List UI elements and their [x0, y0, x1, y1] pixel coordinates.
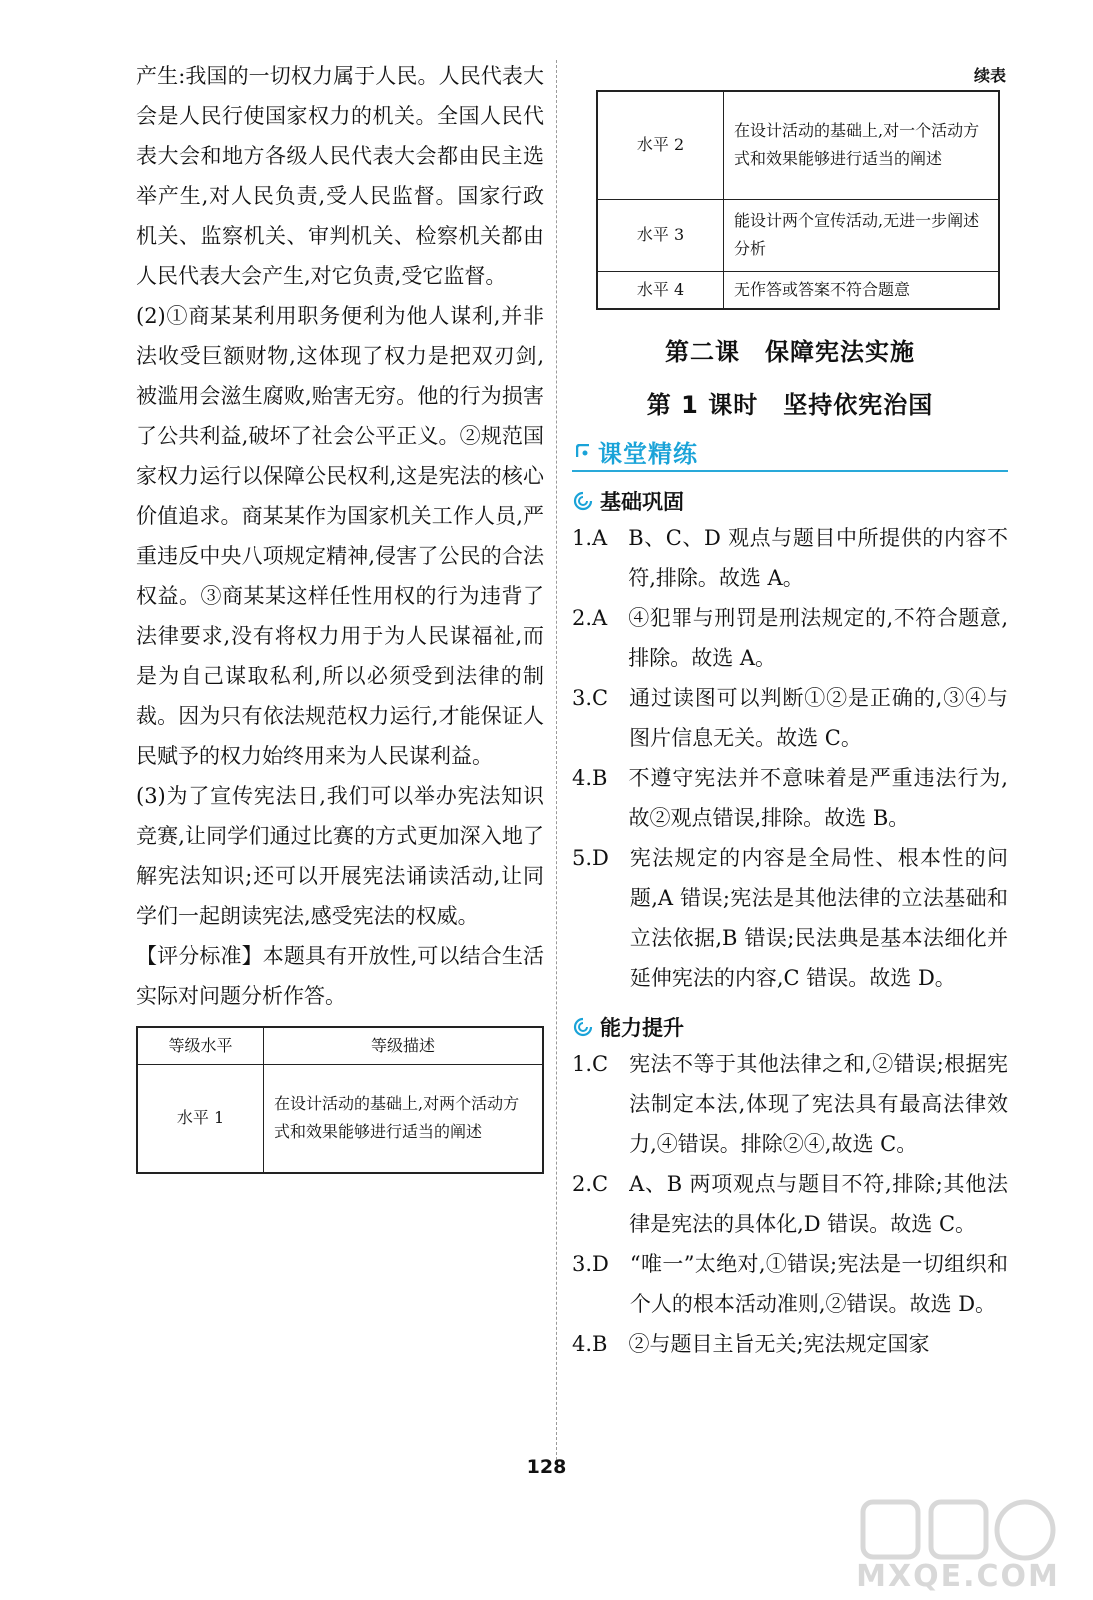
table-cell-level: 水平 2	[597, 91, 724, 199]
answer-number: 5.D	[572, 845, 630, 870]
answer-text: B、C、D 观点与题目中所提供的内容不符,排除。故选 A。	[628, 525, 1008, 590]
answer-list-advanced	[572, 1044, 1008, 1364]
answer-text: A、B 两项观点与题目不符,排除;其他法律是宪法的具体化,D 错误。故选 C。	[629, 1171, 1008, 1236]
answer-list-basic	[572, 518, 1008, 998]
list-item	[572, 838, 1008, 998]
list-item	[572, 758, 1008, 838]
list-item	[572, 1164, 1008, 1244]
banner-title: 课堂精练	[598, 439, 698, 468]
answer-paragraph-1: 产生:我国的一切权力属于人民。人民代表大会是人民行使国家权力的机关。全国人民代表大会和地方各级人民代表大会都由民主选举产生,对人民负责,受人民监督。国家行政机关、监察机关、审判机关、检察机关都由人民代表大会产生,对它负责,受它监督。	[136, 64, 544, 288]
list-item	[572, 518, 1008, 598]
answer-text: 不遵守宪法并不意味着是严重违法行为,故②观点错误,排除。故选 B。	[628, 765, 1008, 830]
page-number: 128	[526, 1456, 567, 1478]
continued-label: 续表	[973, 66, 1006, 85]
table-header-desc: 等级描述	[264, 1027, 544, 1065]
answer-number: 1.C	[572, 1051, 630, 1076]
watermark-icon	[853, 1494, 1063, 1564]
swirl-icon	[572, 490, 594, 512]
table-cell-desc: 在设计活动的基础上,对一个活动方式和效果能够进行适当的阐述	[724, 91, 1000, 199]
answer-number: 3.D	[572, 1251, 630, 1276]
answer-text: 通过读图可以判断①②是正确的,③④与图片信息无关。故选 C。	[629, 685, 1008, 750]
table-cell-level: 水平 3	[597, 199, 724, 271]
answer-text: “唯一”太绝对,①错误;宪法是一切组织和个人的根本活动准则,②错误。故选 D。	[629, 1251, 1008, 1316]
answer-number: 1.A	[572, 525, 629, 550]
list-item	[572, 598, 1008, 678]
section-title: 基础巩固	[600, 489, 684, 514]
table-row	[597, 271, 999, 309]
table-cell-level: 水平 4	[597, 271, 724, 309]
answer-number: 3.C	[572, 685, 630, 710]
section-banner	[572, 434, 1008, 472]
table-header-row	[137, 1027, 543, 1065]
answer-text: 宪法规定的内容是全局性、根本性的问题,A 错误;宪法是其他法律的立法基础和立法依据,B 错误;民法典是基本法细化并延伸宪法的内容,C 错误。故选 D。	[629, 845, 1008, 990]
section-heading-basic	[572, 484, 1008, 518]
column-divider	[556, 60, 557, 1460]
answer-text: ④犯罪与刑罚是刑法规定的,不符合题意,排除。故选 A。	[628, 605, 1008, 670]
table-row	[597, 199, 999, 271]
answer-number: 2.A	[572, 605, 629, 630]
right-column	[572, 62, 1008, 1364]
left-column	[136, 56, 544, 1174]
table-row	[137, 1065, 543, 1173]
watermark-text: MXQE.COM	[856, 1559, 1060, 1594]
section-title: 能力提升	[600, 1015, 684, 1040]
answer-text: ②与题目主旨无关;宪法规定国家	[628, 1331, 930, 1356]
period-title: 第 1 课时 坚持依宪治国	[646, 390, 934, 419]
list-item	[572, 678, 1008, 758]
answer-paragraph-3: (3)为了宣传宪法日,我们可以举办宪法知识竞赛,让同学们通过比赛的方式更加深入地了解宪法知识;还可以开展宪法诵读活动,让同学们一起朗读宪法,感受宪法的权威。	[136, 784, 544, 928]
answer-number: 4.B	[572, 765, 629, 790]
lesson-title: 第二课 保障宪法实施	[665, 337, 915, 366]
watermark-logo	[853, 1494, 1063, 1594]
swirl-icon	[572, 1016, 594, 1038]
answer-text: 宪法不等于其他法律之和,②错误;根据宪法制定本法,体现了宪法具有最高法律效力,④错误。排除②④,故选 C。	[629, 1051, 1008, 1156]
scoring-table	[136, 1026, 544, 1174]
table-cell-desc: 无作答或答案不符合题意	[724, 271, 1000, 309]
answer-number: 4.B	[572, 1331, 629, 1356]
table-cell-level: 水平 1	[137, 1065, 264, 1173]
scoring-standard: 【评分标准】本题具有开放性,可以结合生活实际对问题分析作答。	[136, 944, 544, 1008]
answer-paragraph-2: (2)①商某某利用职务便利为他人谋利,并非法收受巨额财物,这体现了权力是把双刃剑,被滥用会滋生腐败,贻害无穷。他的行为损害了公共利益,破坏了社会公平正义。②规范国家权力运行以保障公民权利,这是宪法的核心价值追求。商某某作为国家机关工作人员,严重违反中央八项规定精神,侵害了公民的合法权益。③商某某这样任性用权的行为违背了法律要求,没有将权力用于为人民谋福祉,而是为自己谋取私利,所以必须受到法律的制裁。因为只有依法规范权力运行,才能保证人民赋予的权力始终用来为人民谋利益。	[136, 304, 544, 768]
list-item	[572, 1324, 1008, 1364]
list-item	[572, 1244, 1008, 1324]
banner-corner-icon	[576, 444, 590, 458]
answer-number: 2.C	[572, 1171, 630, 1196]
scoring-table-continued	[596, 90, 1000, 310]
table-cell-desc: 能设计两个宣传活动,无进一步阐述分析	[724, 199, 1000, 271]
section-heading-advanced	[572, 1010, 1008, 1044]
table-row	[597, 91, 999, 199]
list-item	[572, 1044, 1008, 1164]
table-header-level: 等级水平	[137, 1027, 264, 1065]
table-cell-desc: 在设计活动的基础上,对两个活动方式和效果能够进行适当的阐述	[264, 1065, 544, 1173]
